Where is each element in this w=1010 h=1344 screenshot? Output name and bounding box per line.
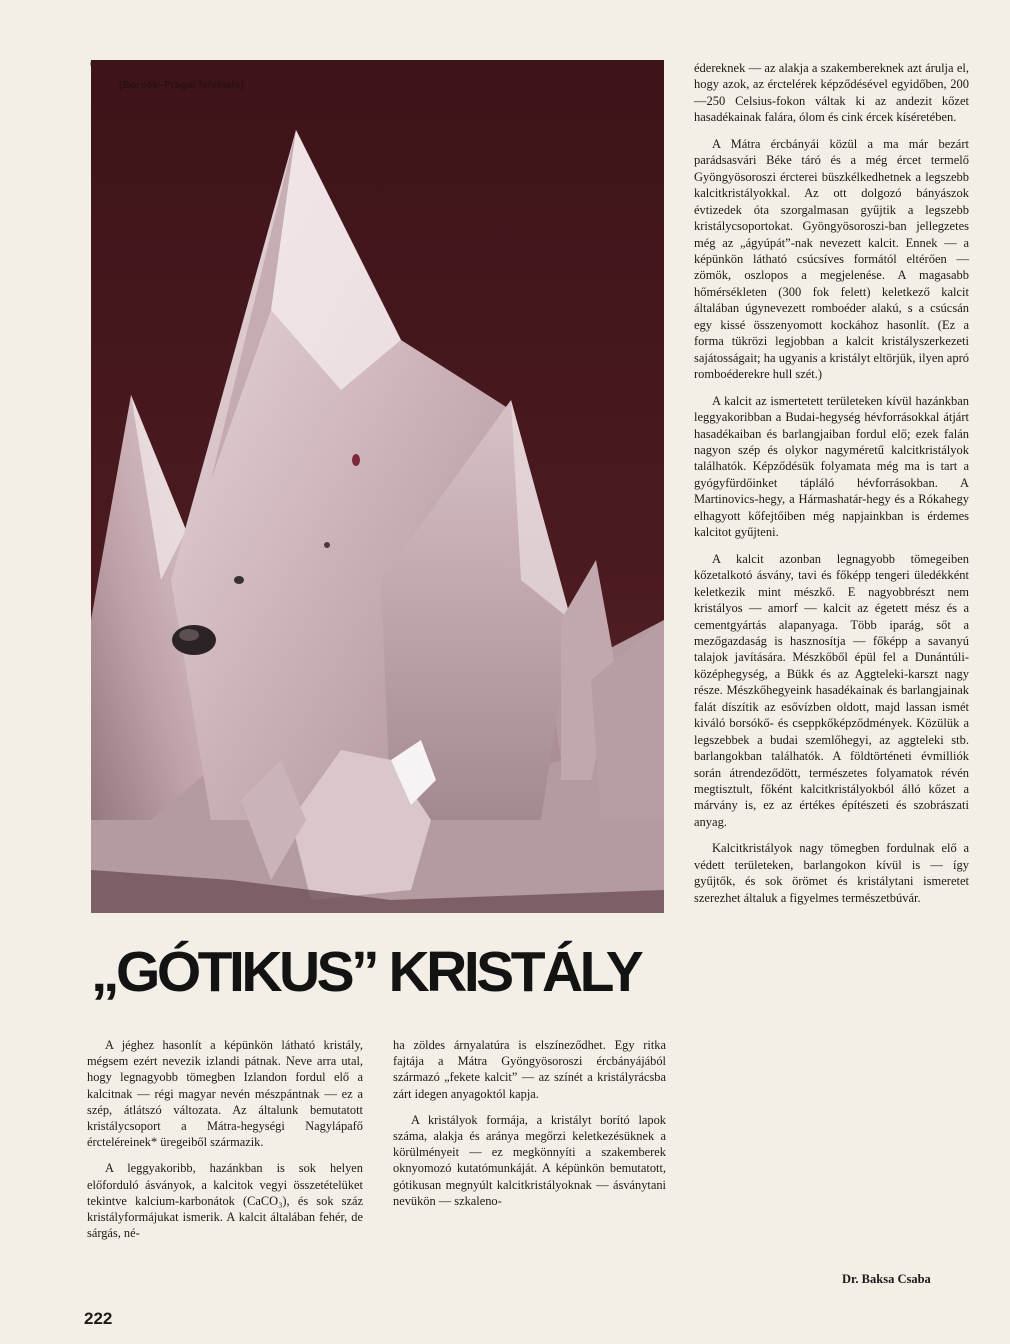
paragraph: A kalcit azonban legnagyobb tömegeiben kőzetalkotó ásvány, tavi és főképp tengeri üledékként keletkezik mint mészkő. E nagyobbrészt nem kristályos — amorf — kalcit az égetett mész és a cementgyártás alapanyaga. Több iparág, sőt a mezőgazdaság is hasznosítja — főképp a savanyú talajok javítására. Mészkőből épül fel a Dunántúli-középhegység, a Bükk és az Aggteleki-karszt nagy része. Mészkőhegyeink hasadékainak és barlangjainak falát díszítik az esővízben oldott, majd lassan ismét kiváló borsókő- és cseppkőképződmények. Közülük a legszebbek a budai szemlőhegyi, az aggteleki stb. barlangokban találhatók. A földtörténeti évmilliók során átrendeződött, természetes folyamatok révén megtisztult, főként kalcitkristályokból álló kőzet a márvány is, ez az értékes építészeti és szobrászati anyag. xyxy=(694,551,969,829)
column-left xyxy=(87,1037,363,1251)
page-number: 222 xyxy=(84,1309,113,1328)
paragraph: A Mátra ércbányái közül a ma már bezárt parádsasvári Béke táró és a még ércet termelő Gyöngyösoroszi ércterei büszkélkedhetnek a legszebb kalcitkristályokkal. Az ott dolgozó bányászok évtizedek óta szorgalmasan gyűjtik a legszebb kristálycsoportokat. Gyöngyösoroszi-ban jellegzetes még az „ágyúpát”-nak nevezett kalcit. Ennek — a képünkön látható csúcsíves formától eltérően — zömök, oszlopos a megjelenése. A magasabb hőmérsékleten (300 fok felett) keletkező kalcit általában úgynevezett romboéder alakú, s a csúcsán egy kissé összenyomott kockához hasonlít. (Ez a forma tükrözi legjobban a kalcit kristályszerkezeti sajátosságait; ha ugyanis a kristályt eltörjük, ilyen apró romboéderekre hull szét.) xyxy=(694,136,969,382)
paragraph: A kristályok formája, a kristályt borító lapok száma, alakja és aránya megőrzi keletkezésüknek a körülményeit — ez megkönnyíti a szakemberek oknyomozó kutatómunkáját. A képünkön bemutatott, gótikusan megnyúlt kalcitkristályoknak — ásványtani nevükön — szkaleno- xyxy=(393,1112,666,1208)
paragraph: A jéghez hasonlít a képünkön látható kristály, mégsem ezért nevezik izlandi pátnak. Neve arra utal, hogy legnagyobb tömegben Izlandon fordul elő a kalcitnak — régi magyar nevén mészpántnak — ez a szép, átlátszó változata. Az általunk bemutatott kristálycsoport a Mátra-hegységi Nagylápafő ércteléreinek* üregeiből származik. xyxy=(87,1038,363,1150)
paragraph: A kalcit az ismertetett területeken kívül hazánkban leggyakoribban a Budai-hegység hévforrásokkal átjárt hasadékaiban és barlangjaiban fordul elő; ezek falán nagyon szép és olykor nagyméretű kalcitkristályok találhatók. Képződésük folyamata még ma is tart a gyógyfürdőinket tápláló hévforrásokban. A Martinovics-hegy, a Hármashatár-hegy és a Rókahegy elhagyott kőfejtőiben még napjainkban is érdemes kalcitot gyűjteni. xyxy=(694,393,969,540)
paragraph: Kalcitkristályok nagy tömegben fordulnak elő a védett területeken, barlangokon kívül is — így gyűjtők, és sok örömet és kristálytani ismeretet szerezhet általuk a figyelmes természetbúvár. xyxy=(694,841,969,905)
paragraph: A leggyakoribb, hazánkban is sok helyen előforduló ásványok, a kalcitok vegyi összetételüket tekintve kalcium-karbonátok (CaCO₃), és sok száz kristályformájukat ismerik. A kalcit általában fehér, de sárgás, né- xyxy=(87,1161,363,1241)
photo-credit: (Borsók–Prágai felvétele) xyxy=(119,80,245,91)
crystal-illustration xyxy=(91,60,664,913)
author-signature: Dr. Baksa Csaba xyxy=(842,1272,931,1286)
paragraph: ha zöldes árnyalatúra is elszíneződhet. Egy ritka fajtája a Mátra Gyöngyösoroszi ércbányájából származó „fekete kalcit” — az színét a kristályrácsba zárt idegen anyagoktól kapja. xyxy=(393,1038,666,1101)
article-title: „GÓTIKUS” KRISTÁLY xyxy=(91,940,641,1004)
column-right xyxy=(694,60,969,916)
crystal-photo xyxy=(91,60,664,913)
column-middle xyxy=(393,1037,666,1219)
paragraph: édereknek — az alakja a szakembereknek azt árulja el, hogy azok, az érctelérek képződésével egyidőben, 200—250 Celsius-fokon váltak ki az andezit kőzet hasadékainak falára, ólom és cink ércek kíséretében. xyxy=(694,61,969,125)
